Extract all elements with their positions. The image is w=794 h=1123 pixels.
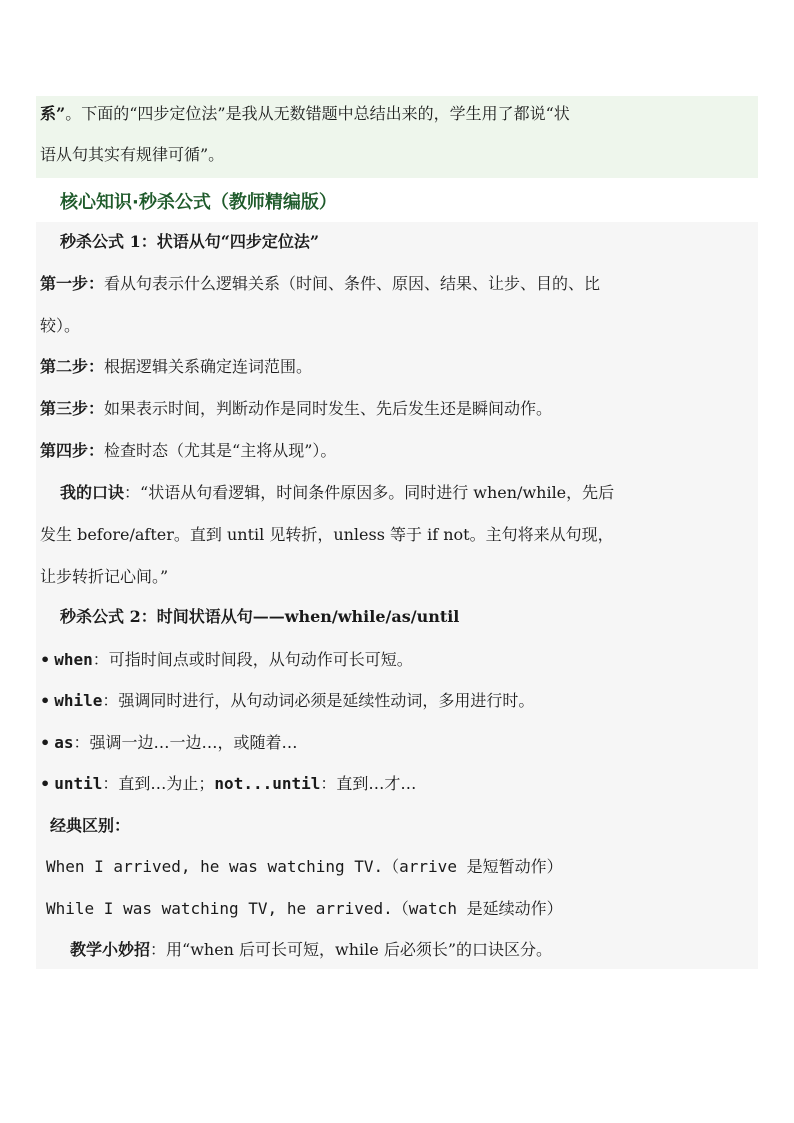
formula2-title: 秒杀公式 2：时间状语从句——when/while/as/until bbox=[60, 607, 460, 626]
distinction-label: 经典区别： bbox=[50, 816, 131, 835]
core-knowledge-box bbox=[36, 222, 758, 969]
tip-text: ：用“when 后可长可短，while 后必须长”的口诀区分。 bbox=[150, 940, 553, 959]
term-not-until: not...until bbox=[214, 774, 321, 793]
term-while: while bbox=[54, 691, 103, 710]
intro-line-1-bold: 系” bbox=[40, 104, 66, 123]
step-4 bbox=[40, 441, 336, 461]
example-while: While I was watching TV, he arrived.（watch 是延续动作） bbox=[46, 899, 563, 918]
step-2-label: 第二步： bbox=[40, 357, 105, 376]
mnemonic-text-1: ：“状语从句看逻辑，时间条件原因多。同时进行 when/while，先后 bbox=[124, 483, 615, 502]
mnemonic-label: 我的口诀 bbox=[60, 483, 125, 502]
bullet-dot: • bbox=[40, 733, 51, 752]
mnemonic-line-1 bbox=[60, 483, 614, 503]
intro-line-1 bbox=[40, 104, 754, 124]
step-1-label: 第一步： bbox=[40, 274, 105, 293]
term-until: until bbox=[54, 774, 103, 793]
bullet-dot: • bbox=[40, 774, 51, 793]
intro-line-1-text: 。下面的“四步定位法”是我从无数错题中总结出来的，学生用了都说“状 bbox=[65, 104, 570, 123]
step-2-text: 根据逻辑关系确定连词范围。 bbox=[104, 357, 313, 376]
section-title: 核心知识·秒杀公式（教师精编版） bbox=[60, 192, 337, 213]
bullet-while bbox=[40, 691, 534, 711]
step-1-text: 看从句表示什么逻辑关系（时间、条件、原因、结果、让步、目的、比 bbox=[104, 274, 601, 293]
teaching-tip bbox=[70, 940, 552, 960]
term-when: when bbox=[54, 650, 93, 669]
mnemonic-line-2: 发生 before/after。直到 until 见转折，unless 等于 if not。主句将来从句现， bbox=[40, 525, 614, 544]
step-3 bbox=[40, 399, 552, 419]
step-1 bbox=[40, 274, 600, 294]
bullet-dot: • bbox=[40, 650, 51, 669]
text-when: ：可指时间点或时间段，从句动作可长可短。 bbox=[92, 650, 413, 669]
bullet-when bbox=[40, 650, 413, 670]
step-3-label: 第三步： bbox=[40, 399, 105, 418]
text-as: ：强调一边…一边…，或随着… bbox=[73, 733, 298, 752]
text-while: ：强调同时进行，从句动词必须是延续性动词，多用进行时。 bbox=[102, 691, 535, 710]
intro-line-2: 语从句其实有规律可循”。 bbox=[40, 145, 225, 164]
step-2 bbox=[40, 357, 312, 377]
step-4-label: 第四步： bbox=[40, 441, 105, 460]
text-until: ：直到…为止； bbox=[102, 774, 215, 793]
bullet-as bbox=[40, 733, 298, 753]
tip-label: 教学小妙招 bbox=[70, 940, 151, 959]
step-4-text: 检查时态（尤其是“主将从现”）。 bbox=[104, 441, 337, 460]
example-when: When I arrived, he was watching TV.（arrive 是短暂动作） bbox=[46, 857, 563, 876]
term-as: as bbox=[54, 733, 74, 752]
formula1-title: 秒杀公式 1：状语从句“四步定位法” bbox=[60, 232, 320, 251]
mnemonic-line-3: 让步转折记心间。” bbox=[40, 567, 169, 586]
step-3-text: 如果表示时间，判断动作是同时发生、先后发生还是瞬间动作。 bbox=[104, 399, 553, 418]
bullet-dot: • bbox=[40, 691, 51, 710]
intro-paragraph bbox=[36, 96, 758, 178]
text-not-until: ：直到…才… bbox=[320, 774, 417, 793]
step-1-cont: 较）。 bbox=[40, 316, 81, 335]
bullet-until bbox=[40, 774, 416, 794]
